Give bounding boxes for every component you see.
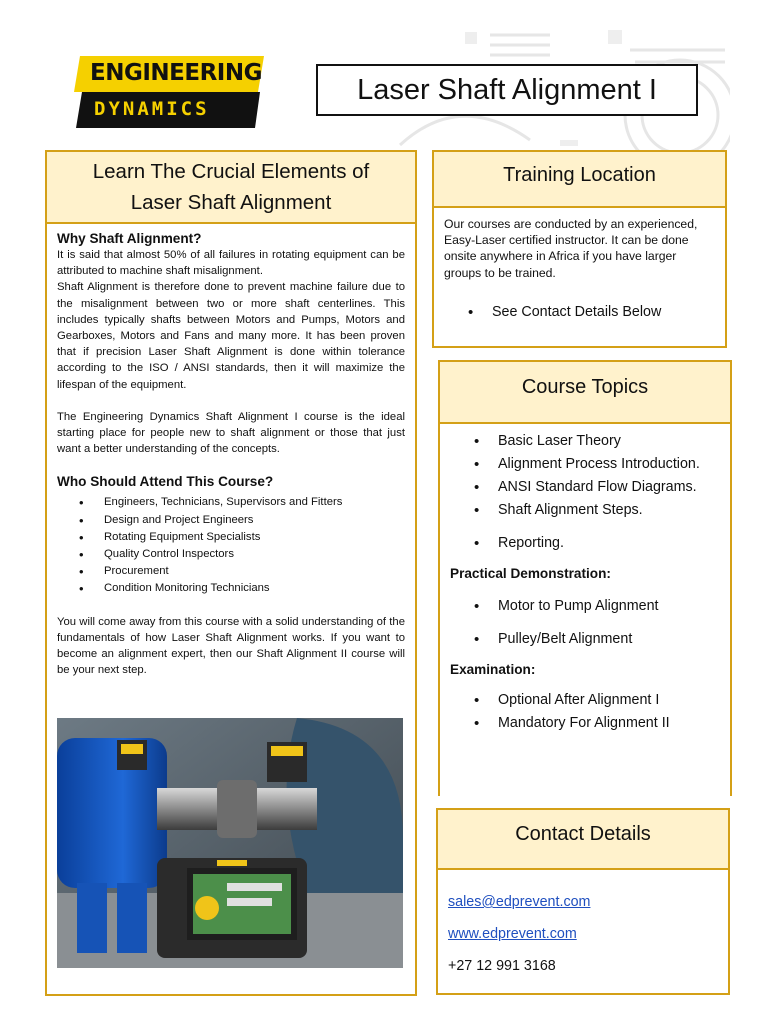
location-bullets (444, 301, 715, 324)
attendee-item: • Engineers, Technicians, Supervisors and Fitters (79, 494, 405, 511)
practical-item: • Motor to Pump Alignment (450, 595, 722, 618)
website-link[interactable]: www.edprevent.com (448, 926, 577, 942)
topic-list (450, 430, 722, 555)
contact-details-panel (436, 808, 730, 995)
logo-line-1: ENGINEERING (90, 60, 262, 86)
overview-heading (47, 152, 415, 224)
topic-item: • Basic Laser Theory (450, 430, 722, 453)
course-topics-heading: Course Topics (440, 362, 730, 424)
training-location-text: Our courses are conducted by an experienced, Easy-Laser certified instructor. It can be done onsite anywhere in Africa if you have larger groups to be trained. (444, 217, 698, 280)
why-shaft-alignment-title: Why Shaft Alignment? (57, 231, 202, 246)
see-contact-bullet: • See Contact Details Below (444, 301, 715, 324)
outro-paragraph: You will come away from this course with a solid understanding of the fundamentals of how Laser Shaft Alignment works. If you want to become an alignment expert, then our Shaft Alignment II course will be your next step. (57, 615, 405, 677)
exam-list (450, 689, 722, 735)
why-paragraph-1: It is said that almost 50% of all failures in rotating equipment can be attributed to machine shaft misalignment. (57, 249, 405, 278)
practical-demonstration-label: Practical Demonstration: (450, 566, 611, 581)
why-paragraph-2: Shaft Alignment is therefore done to prevent machine failure due to the misalignment between two or more shaft centerlines. This includes typically shafts between Motors and Pumps, Motors and Gearboxes, Motors and Fans and many more. It has been proven that if precision Laser Shaft Alignment is done within tolerance according to the ISO / ANSI standards, then it will maximize the lifespan of the equipment. (57, 281, 405, 391)
who-should-attend-title: Who Should Attend This Course? (57, 474, 274, 490)
laser-alignment-photo (57, 718, 403, 968)
training-location-heading: Training Location (434, 152, 725, 208)
overview-heading-line-1: Learn The Crucial Elements of (92, 160, 370, 183)
course-overview-panel (45, 150, 417, 996)
attendee-item: • Quality Control Inspectors (79, 546, 405, 563)
phone-number: +27 12 991 3168 (448, 958, 556, 974)
training-location-panel (432, 150, 727, 348)
training-location-body (434, 208, 725, 324)
attendee-item: • Rotating Equipment Specialists (79, 529, 405, 546)
contact-details-heading: Contact Details (438, 810, 728, 870)
examination-label: Examination: (450, 662, 536, 677)
course-topics-panel (438, 360, 732, 796)
attendee-item: • Design and Project Engineers (79, 512, 405, 529)
exam-item: • Mandatory For Alignment II (450, 712, 722, 735)
email-link[interactable]: sales@edprevent.com (448, 894, 591, 910)
topic-item: • Shaft Alignment Steps. (450, 499, 722, 522)
practical-item: • Pulley/Belt Alignment (450, 628, 722, 651)
logo-line-2: DYNAMICS (94, 98, 210, 120)
course-topics-body (440, 424, 730, 735)
intro-paragraph: The Engineering Dynamics Shaft Alignment I course is the ideal starting place for people new to shaft alignment or those that just want a better understanding of the concepts. (57, 410, 405, 456)
practical-list (450, 595, 722, 651)
attendee-item: • Condition Monitoring Technicians (79, 580, 405, 597)
overview-body (47, 224, 415, 678)
attendee-list (57, 494, 405, 597)
page-title: Laser Shaft Alignment I (316, 64, 698, 116)
overview-heading-line-2: Laser Shaft Alignment (130, 191, 332, 214)
engineering-dynamics-logo (72, 54, 267, 130)
topic-item: • Alignment Process Introduction. (450, 453, 722, 476)
topic-item: • Reporting. (450, 532, 722, 555)
exam-item: • Optional After Alignment I (450, 689, 722, 712)
contact-details-body (438, 870, 728, 988)
attendee-item: • Procurement (79, 563, 405, 580)
topic-item: • ANSI Standard Flow Diagrams. (450, 476, 722, 499)
